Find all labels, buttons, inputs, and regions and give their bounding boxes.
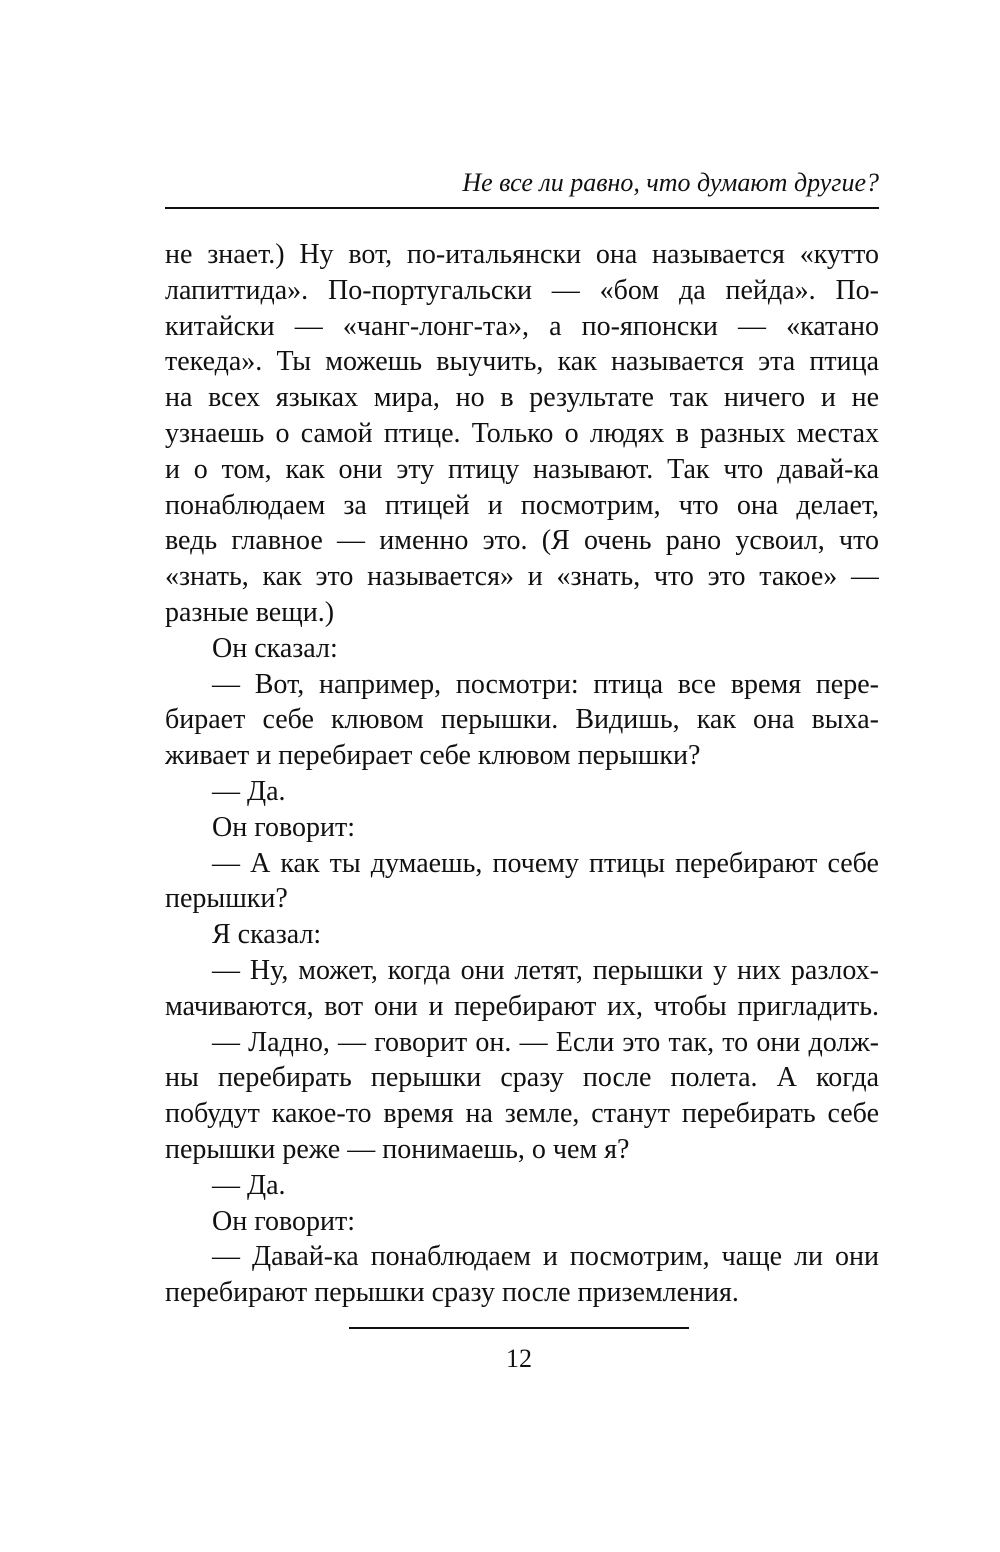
text-line: разные вещи.) bbox=[165, 596, 335, 628]
text-line: — Да. bbox=[212, 1169, 286, 1201]
text-line: перышки? bbox=[165, 883, 288, 915]
header-rule bbox=[165, 207, 879, 209]
text-line: — Давай-ка понаблюдаем и посмотрим, чаще ли они bbox=[212, 1241, 879, 1273]
text-line: и о том, как они эту птицу называют. Так что давай-ка bbox=[165, 453, 879, 485]
text-line: Он говорит: bbox=[212, 811, 356, 843]
text-line: «знать, как это называется» и «знать, что это такое» — bbox=[165, 561, 879, 593]
text-line: — Да. bbox=[212, 775, 286, 807]
text-line: — Ладно, — говорит он. — Если это так, то они долж- bbox=[212, 1026, 879, 1058]
text-line: — Вот, например, посмотри: птица все время пере- bbox=[212, 668, 879, 700]
text-line: живает и перебирает себе клювом перышки? bbox=[165, 740, 701, 772]
text-line: не знает.) Ну вот, по-итальянски она называется «кутто bbox=[165, 239, 879, 270]
text-line: ны перебирать перышки сразу после полета. А когда bbox=[165, 1062, 879, 1094]
text-line: — А как ты думаешь, почему птицы перебирают себе bbox=[212, 847, 879, 879]
text-line: бирает себе клювом перышки. Видишь, как она выха- bbox=[165, 704, 879, 736]
text-line: на всех языках мира, но в результате так ничего и не bbox=[165, 382, 879, 414]
text-line: понаблюдаем за птицей и посмотрим, что она делает, bbox=[165, 489, 879, 521]
text-line: текеда». Ты можешь выучить, как называется эта птица bbox=[165, 346, 879, 378]
text-line: перышки реже — понимаешь, о чем я? bbox=[165, 1133, 630, 1165]
text-line: Он говорит: bbox=[212, 1205, 356, 1237]
text-line: Я сказал: bbox=[212, 919, 322, 951]
text-line: Он сказал: bbox=[212, 632, 338, 664]
text-line: лапиттида». По-португальски — «бом да пейда». По- bbox=[165, 274, 879, 306]
text-line: перебирают перышки сразу после приземления. bbox=[165, 1277, 739, 1309]
text-line: — Ну, может, когда они летят, перышки у них разлох- bbox=[212, 954, 879, 986]
running-head: Не все ли равно, что думают другие? bbox=[462, 168, 879, 197]
body-text bbox=[165, 237, 879, 1311]
text-line: ведь главное — именно это. (Я очень рано усвоил, что bbox=[165, 525, 879, 557]
text-line: китайски — «чанг-лонг-та», а по-японски — «катано bbox=[165, 310, 879, 342]
footer-rule bbox=[349, 1327, 689, 1329]
text-line: мачиваются, вот они и перебирают их, чтобы пригладить. bbox=[165, 990, 879, 1022]
text-line: узнаешь о самой птице. Только о людях в разных местах bbox=[165, 417, 879, 449]
text-line: побудут какое-то время на земле, станут перебирать себе bbox=[165, 1098, 879, 1130]
page-number: 12 bbox=[506, 1344, 532, 1373]
